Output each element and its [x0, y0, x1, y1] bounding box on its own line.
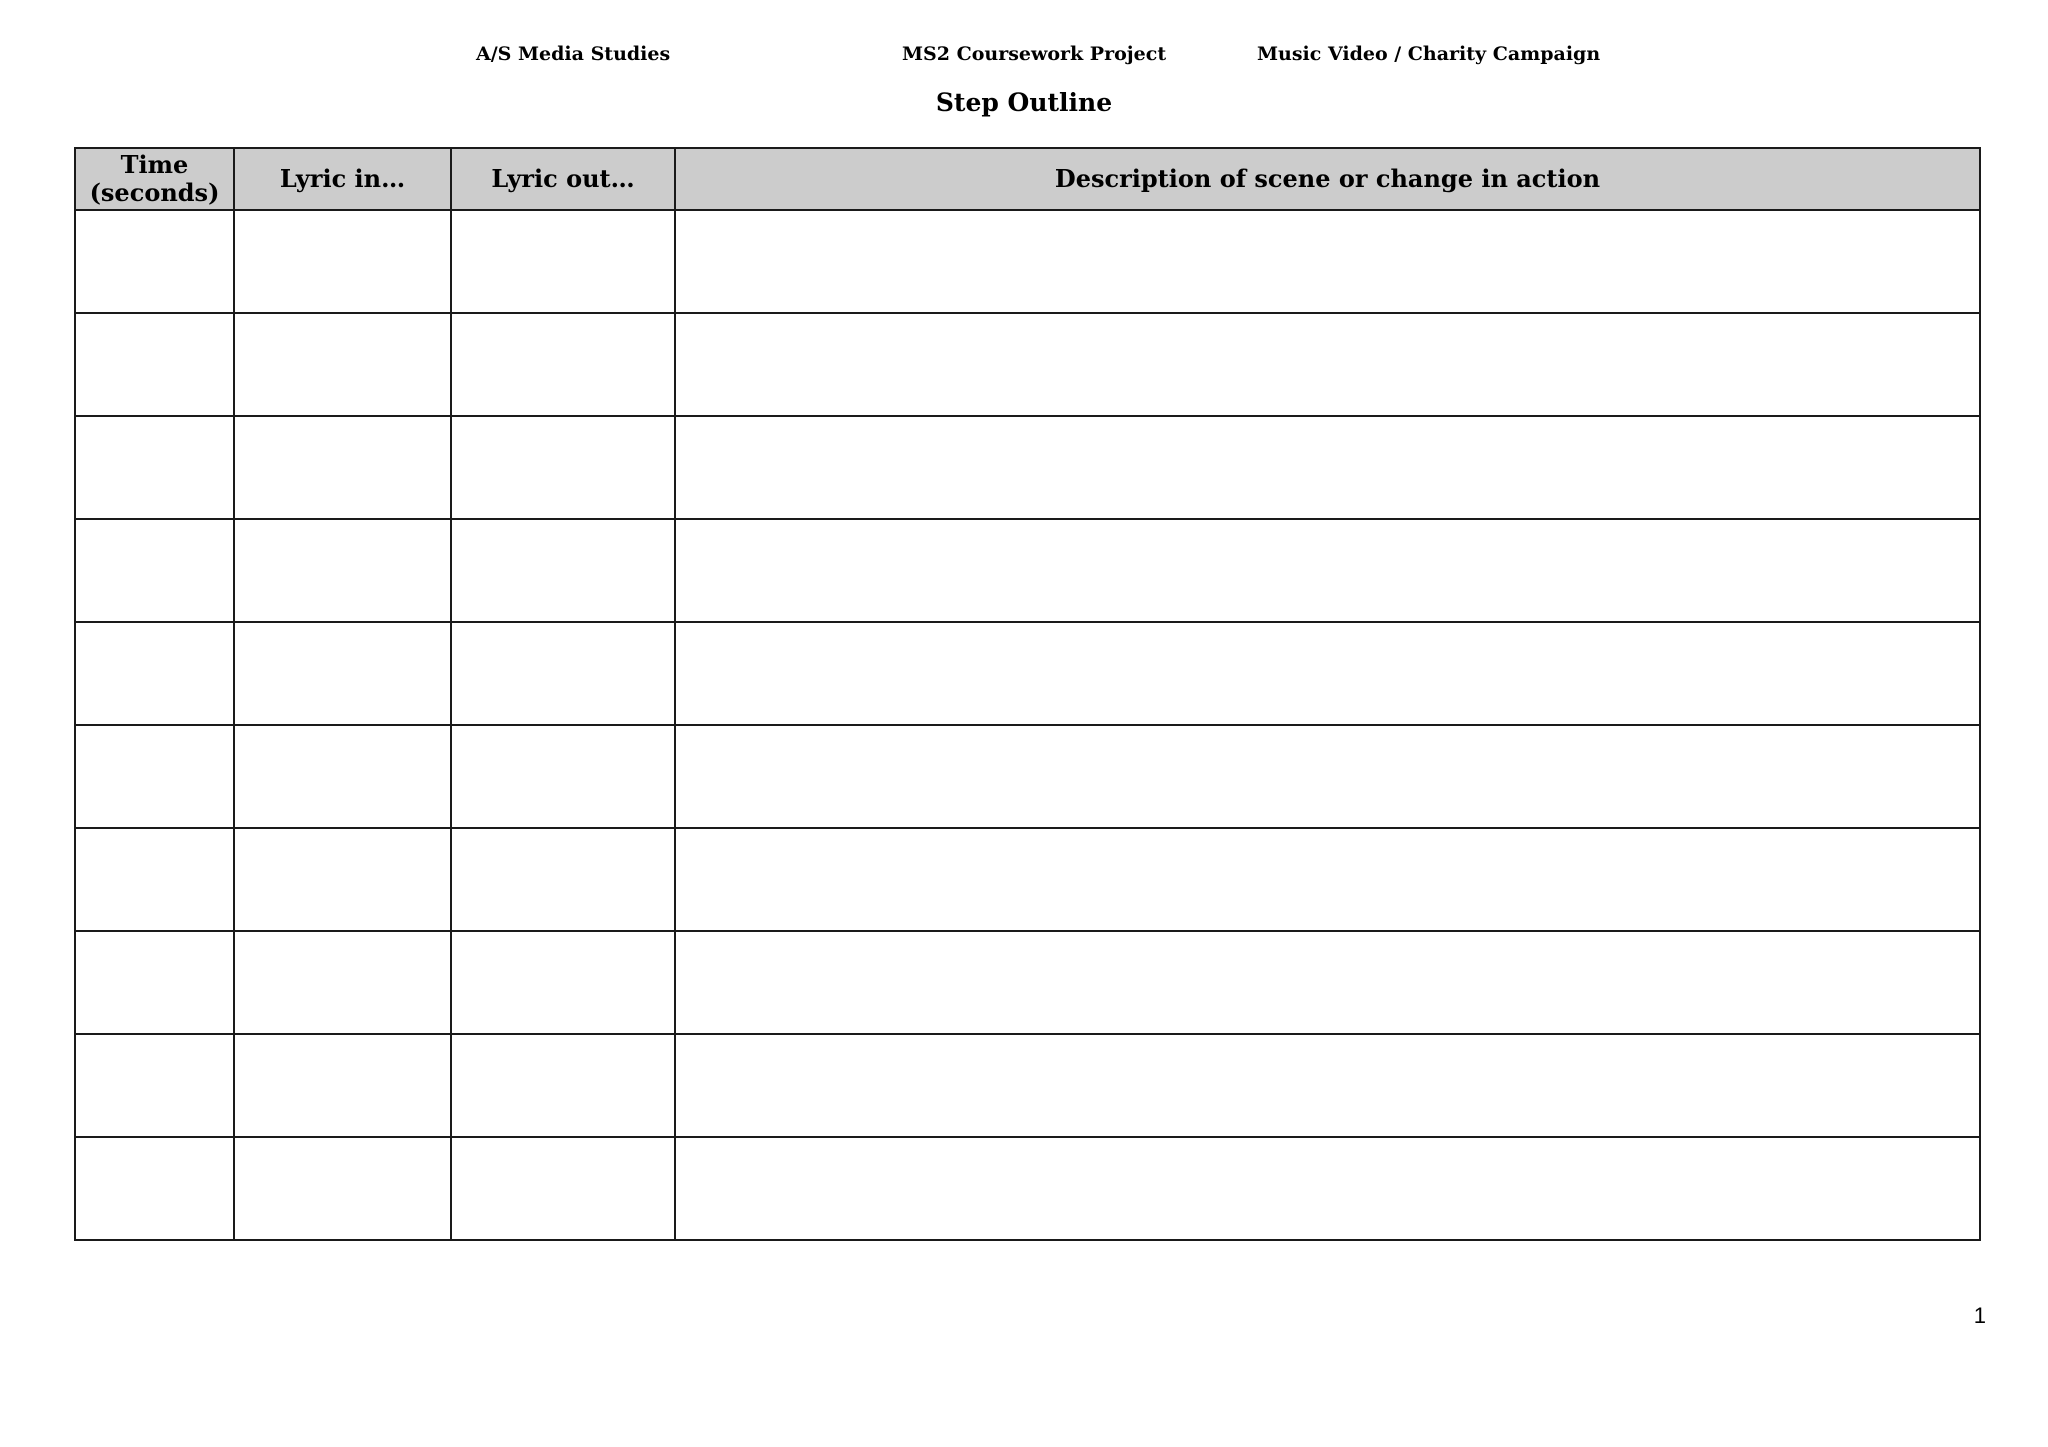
lyric-out-cell [451, 725, 675, 828]
lyric-out-cell [451, 416, 675, 519]
time-cell [75, 519, 234, 622]
description-cell [675, 519, 1980, 622]
time-cell [75, 416, 234, 519]
column-header-time [75, 148, 234, 210]
page-title: Step Outline [935, 88, 1113, 117]
lyric-in-cell [234, 622, 451, 725]
time-cell [75, 313, 234, 416]
time-cell [75, 1137, 234, 1240]
lyric-in-cell [234, 1034, 451, 1137]
time-cell [75, 1034, 234, 1137]
lyric-in-cell [234, 313, 451, 416]
column-header-lyric-out-label: Lyric out… [491, 164, 635, 193]
lyric-out-cell [451, 622, 675, 725]
lyric-in-cell [234, 416, 451, 519]
lyric-out-cell [451, 1137, 675, 1240]
header-project: MS2 Coursework Project [902, 43, 1167, 65]
lyric-in-cell [234, 828, 451, 931]
time-cell [75, 725, 234, 828]
description-cell [675, 828, 1980, 931]
description-cell [675, 416, 1980, 519]
table-row [75, 1137, 1980, 1240]
description-cell [675, 210, 1980, 313]
time-cell [75, 931, 234, 1034]
description-cell [675, 622, 1980, 725]
lyric-in-cell [234, 519, 451, 622]
description-cell [675, 725, 1980, 828]
lyric-in-cell [234, 931, 451, 1034]
lyric-out-cell [451, 828, 675, 931]
description-cell [675, 313, 1980, 416]
table-row [75, 1034, 1980, 1137]
header-course: A/S Media Studies [476, 43, 671, 65]
column-header-lyric-out [451, 148, 675, 210]
table-header-row [75, 148, 1980, 210]
table-row [75, 416, 1980, 519]
lyric-out-cell [451, 210, 675, 313]
lyric-out-cell [451, 313, 675, 416]
page-number: 1 [1973, 1303, 1986, 1328]
lyric-in-cell [234, 725, 451, 828]
header-campaign: Music Video / Charity Campaign [1257, 43, 1601, 65]
column-header-description [675, 148, 1980, 210]
table-row [75, 313, 1980, 416]
description-cell [675, 1034, 1980, 1137]
lyric-in-cell [234, 1137, 451, 1240]
table-row [75, 519, 1980, 622]
lyric-in-cell [234, 210, 451, 313]
column-header-lyric-in [234, 148, 451, 210]
table-row [75, 828, 1980, 931]
lyric-out-cell [451, 519, 675, 622]
description-cell [675, 1137, 1980, 1240]
column-header-description-label: Description of scene or change in action [1054, 164, 1601, 193]
table-row [75, 725, 1980, 828]
time-cell [75, 828, 234, 931]
table-row [75, 622, 1980, 725]
table-body [75, 210, 1980, 1240]
lyric-out-cell [451, 1034, 675, 1137]
table-row [75, 931, 1980, 1034]
step-outline-table [74, 147, 1981, 1241]
time-cell [75, 210, 234, 313]
lyric-out-cell [451, 931, 675, 1034]
table-row [75, 210, 1980, 313]
column-header-lyric-in-label: Lyric in… [279, 164, 406, 193]
column-header-time-label: Time (seconds) [89, 150, 220, 207]
document-header [0, 41, 2048, 67]
description-cell [675, 931, 1980, 1034]
time-cell [75, 622, 234, 725]
